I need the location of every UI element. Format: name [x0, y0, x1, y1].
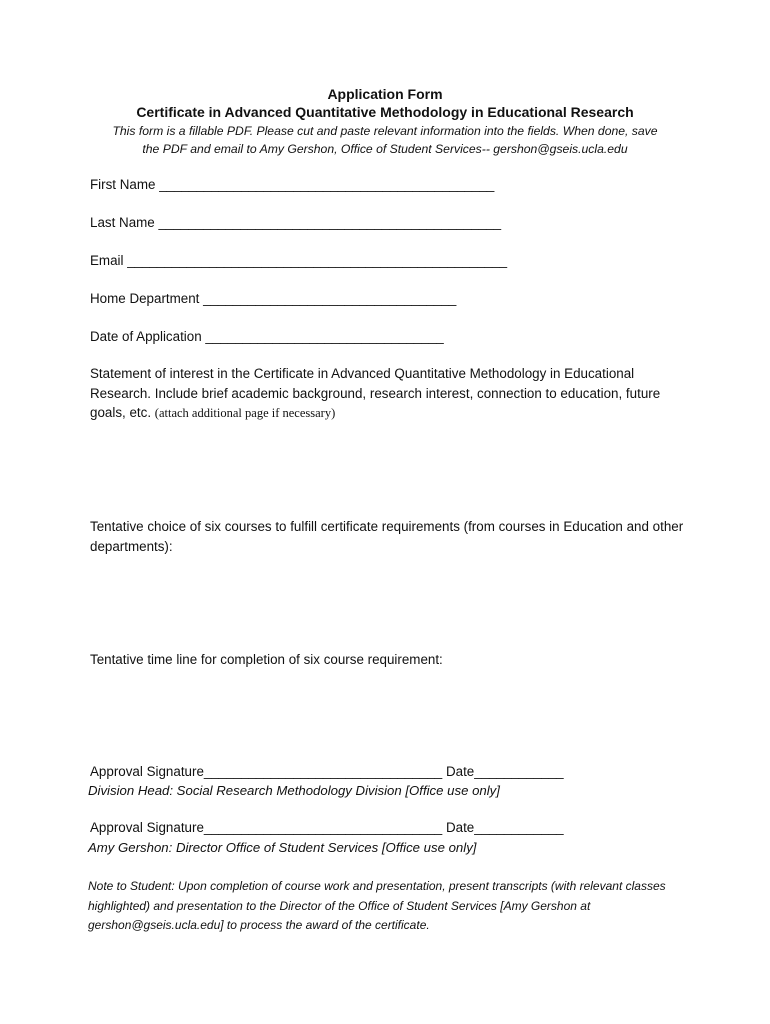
date-of-application-label: Date of Application — [90, 329, 202, 344]
approval-row-1[interactable] — [90, 764, 564, 779]
last-name-input[interactable]: ______________________________________________ — [158, 215, 502, 230]
approval-caption-2: Amy Gershon: Director Office of Student Services [Office use only] — [88, 840, 477, 855]
last-name-field[interactable] — [90, 215, 501, 230]
first-name-field[interactable] — [90, 177, 494, 192]
note-to-student: Note to Student: Upon completion of course work and presentation, present transcripts (with relevant classes highlighted) and presentation to the Director of the Office of Student Services [Amy Gershon at gershon@gseis.ucla.edu] to process the award of the certificate. — [88, 879, 666, 932]
first-name-input[interactable]: _____________________________________________ — [159, 177, 495, 192]
approval-caption-1: Division Head: Social Research Methodology Division [Office use only] — [88, 783, 500, 798]
approval-date-line[interactable]: ____________ — [474, 764, 564, 779]
approval-signature-line[interactable]: ________________________________ — [203, 764, 443, 779]
home-department-input[interactable]: __________________________________ — [203, 291, 457, 306]
approval-signature-line[interactable]: ________________________________ — [203, 820, 443, 835]
date-of-application-input[interactable]: ________________________________ — [205, 329, 444, 344]
email-field[interactable] — [90, 253, 507, 268]
statement-attach-note: (attach additional page if necessary) — [154, 406, 336, 420]
approval-signature-label: Approval Signature — [90, 764, 204, 779]
timeline-section[interactable] — [90, 650, 690, 670]
date-of-application-field[interactable] — [90, 329, 444, 344]
approval-row-2[interactable] — [90, 820, 564, 835]
courses-section[interactable] — [90, 517, 690, 556]
first-name-label: First Name — [90, 177, 156, 192]
approval-signature-label: Approval Signature — [90, 820, 204, 835]
timeline-prompt: Tentative time line for completion of six course requirement: — [90, 652, 443, 667]
email-input[interactable]: ___________________________________________________ — [127, 253, 508, 268]
instructions — [0, 122, 770, 158]
approval-date-label: Date — [445, 764, 475, 779]
instructions-line-1: This form is a fillable PDF. Please cut and paste relevant information into the fields. When done, save — [112, 124, 658, 138]
instructions-line-2: the PDF and email to Amy Gershon, Office of Student Services-- gershon@gseis.ucla.edu — [142, 142, 628, 156]
statement-prompt: Statement of interest in the Certificate in Advanced Quantitative Methodology in Educational Research. Include brief academic background, research interest, connection to education, future goals, etc. — [90, 366, 661, 420]
form-title: Application Form — [327, 86, 443, 102]
last-name-label: Last Name — [90, 215, 155, 230]
home-department-field[interactable] — [90, 291, 456, 306]
email-label: Email — [90, 253, 124, 268]
home-department-label: Home Department — [90, 291, 200, 306]
form-subtitle: Certificate in Advanced Quantitative Methodology in Educational Research — [136, 104, 634, 120]
approval-date-line[interactable]: ____________ — [474, 820, 564, 835]
statement-section[interactable] — [90, 364, 690, 424]
approval-date-label: Date — [445, 820, 475, 835]
courses-prompt: Tentative choice of six courses to fulfill certificate requirements (from courses in Education and other departments): — [90, 519, 684, 554]
